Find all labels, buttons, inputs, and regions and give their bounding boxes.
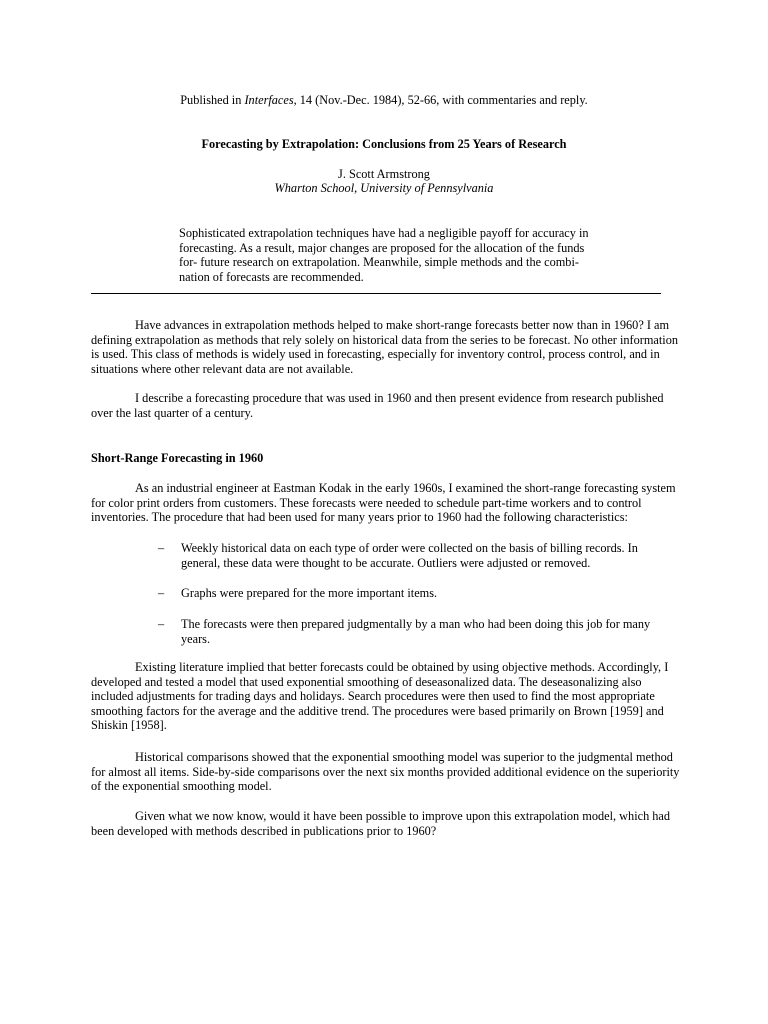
author-name: J. Scott Armstrong bbox=[338, 167, 430, 181]
horizontal-rule bbox=[91, 293, 661, 294]
publication-line bbox=[0, 93, 768, 108]
section-paragraph-1: As an industrial engineer at Eastman Kodak in the early 1960s, I examined the short-range forecasting system for color print orders from customers. These forecasts were needed to schedule part-time workers and to control inventories. The procedure that had been used for many years prior to 1960 had the following characteristics: bbox=[91, 481, 676, 525]
section-heading: Short-Range Forecasting in 1960 bbox=[91, 451, 264, 465]
section-paragraph-2: Existing literature implied that better forecasts could be obtained by using objective methods. Accordingly, I developed and tested a model that used exponential smoothing of deseasonalized data. The deseasonalizing also included adjustments for trading days and holidays. Search procedures were then used to find the most appropriate smoothing factors for the average and the additive trend. The procedures were based primarily on Brown [1959] and Shiskin [1958]. bbox=[91, 660, 669, 733]
bullet-dash: – bbox=[158, 586, 165, 600]
bullet-text: Graphs were prepared for the more important items. bbox=[181, 586, 438, 600]
paper-title: Forecasting by Extrapolation: Conclusions from 25 Years of Research bbox=[201, 137, 567, 151]
bullet-text: Weekly historical data on each type of order were collected on the basis of billing records. In general, these data were thought to be accurate. Outliers were adjusted or removed. bbox=[181, 541, 638, 570]
author-affiliation: Wharton School, University of Pennsylvania bbox=[274, 181, 494, 195]
intro-paragraph-2: I describe a forecasting procedure that was used in 1960 and then present evidence from research published over the last quarter of a century. bbox=[91, 391, 664, 420]
section-paragraph-3: Historical comparisons showed that the exponential smoothing model was superior to the judgmental method for almost all items. Side-by-side comparisons over the next six months provided additional evidence on the superiority of the exponential smoothing model. bbox=[91, 750, 680, 794]
abstract: Sophisticated extrapolation techniques have had a negligible payoff for accuracy in forecasting. As a result, major changes are proposed for the allocation of the funds for- future research on extrapolation. Meanwhile, simple methods and the combi-nation of forecasts are recommended. bbox=[179, 226, 589, 284]
publication-prefix: Published in bbox=[180, 93, 245, 107]
publication-suffix: , 14 (Nov.-Dec. 1984), 52-66, with commentaries and reply. bbox=[293, 93, 588, 107]
journal-name: Interfaces bbox=[244, 93, 294, 107]
bullet-dash: – bbox=[158, 617, 165, 631]
bullet-dash: – bbox=[158, 541, 165, 555]
section-paragraph-4: Given what we now know, would it have been possible to improve upon this extrapolation model, which had been developed with methods described in publications prior to 1960? bbox=[91, 809, 671, 838]
intro-paragraph-1: Have advances in extrapolation methods helped to make short-range forecasts better now than in 1960? I am defining extrapolation as methods that rely solely on historical data from the series to be forecast. No other information is used. This class of methods is widely used in forecasting, especially for inventory control, process control, and in situations where other relevant data are not available. bbox=[91, 318, 679, 376]
bullet-text: The forecasts were then prepared judgmentally by a man who had been doing this job for many years. bbox=[181, 617, 651, 646]
